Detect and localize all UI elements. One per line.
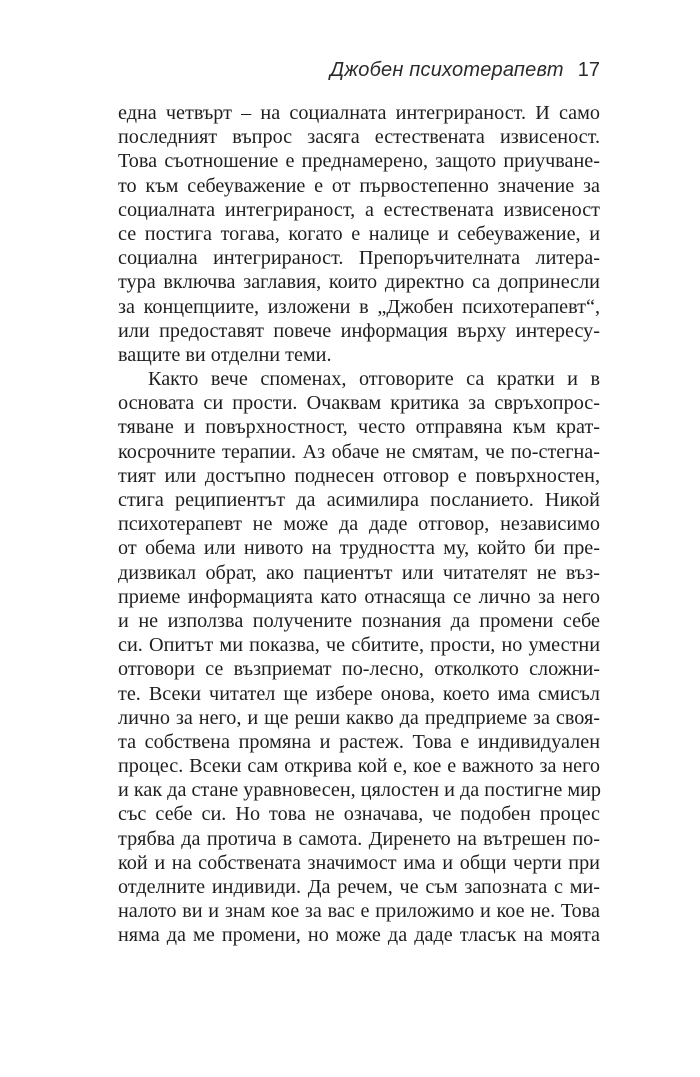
text-line: то към себеуважение е от първостепенно значение за (118, 174, 600, 197)
text-line: си. Опитът ми показва, че сбитите, прости, но уместни (118, 634, 600, 657)
text-line: тура включва заглавия, които директно са допринесли (118, 271, 600, 294)
text-line: отделните индивиди. Да речем, че съм запозната с ми- (118, 876, 600, 898)
text-line: една четвърт – на социалната интегрираност. И само (118, 102, 600, 124)
text-line: от обема или нивото на трудността му, който би пре- (118, 537, 600, 560)
page-number: 17 (577, 59, 600, 81)
text-line: със себе си. Но това не означава, че подобен процес (118, 803, 600, 826)
text-line: няма да ме промени, но може да даде тласък на моята (118, 924, 600, 947)
text-line: отговори се възприемат по-лесно, отколкото сложни- (118, 658, 600, 681)
text-line: социалната интегрираност, а естествената извисеност (118, 198, 600, 221)
text-line: за концепциите, изложени в „Джобен психотерапевт“, (118, 295, 600, 318)
text-line: последният въпрос засяга естествената извисеност. (118, 126, 600, 149)
paragraph (118, 367, 600, 948)
text-line: лично за него, и ще реши какво да предприеме за своя- (118, 706, 600, 729)
text-line: ващите ви отделни теми. (118, 343, 332, 366)
paragraph-continuation (118, 101, 600, 367)
text-line: косрочните терапии. Аз обаче не смятам, че по-стегна- (118, 440, 600, 463)
text-line: стига реципиентът да асимилира посланието. Никой (118, 489, 600, 511)
text-line: тият или достъпно поднесен отговор е повърхностен, (118, 464, 600, 487)
text-line: тяване и повърхностност, често отправяна към крат- (118, 416, 600, 439)
running-head (118, 58, 600, 88)
text-line: дизвикал обрат, ако пациентът или читателят не въз- (118, 561, 600, 584)
text-line: Това съотношение е преднамерено, защото приучване- (118, 150, 600, 173)
text-line: и не използва получените познания да промени себе (118, 609, 600, 632)
text-line: или предоставят повече информация върху интересу- (118, 319, 600, 342)
text-line: психотерапевт не може да даде отговор, независимо (118, 513, 600, 536)
text-line: се постига тогава, когато е налице и себеуважение, и (118, 222, 600, 245)
text-line: социална интегрираност. Препоръчителната литера- (118, 247, 600, 270)
text-line: процес. Всеки сам открива кой е, кое е важното за него (118, 755, 600, 778)
text-line: трябва да протича в самота. Диренето на вътрешен по- (118, 827, 600, 850)
text-line: основата си прости. Очаквам критика за свръхопрос- (118, 392, 600, 415)
text-line: налото ви и знам кое за вас е приложимо и кое не. Това (118, 900, 600, 923)
text-line: Както вече споменах, отговорите са кратки и в (148, 368, 600, 391)
body-text (118, 101, 600, 948)
text-line: те. Всеки читател ще избере онова, което има смисъл (118, 682, 600, 705)
text-line: и как да стане уравновесен, цялостен и да постигне мир (118, 779, 601, 802)
text-line: та собствена промяна и растеж. Това е индивидуален (118, 730, 600, 753)
text-line: приеме информацията като отнасяща се лично за него (118, 585, 600, 608)
running-title: Джобен психотерапевт (330, 59, 564, 81)
text-line: кой и на собствената значимост има и общи черти при (118, 851, 600, 874)
